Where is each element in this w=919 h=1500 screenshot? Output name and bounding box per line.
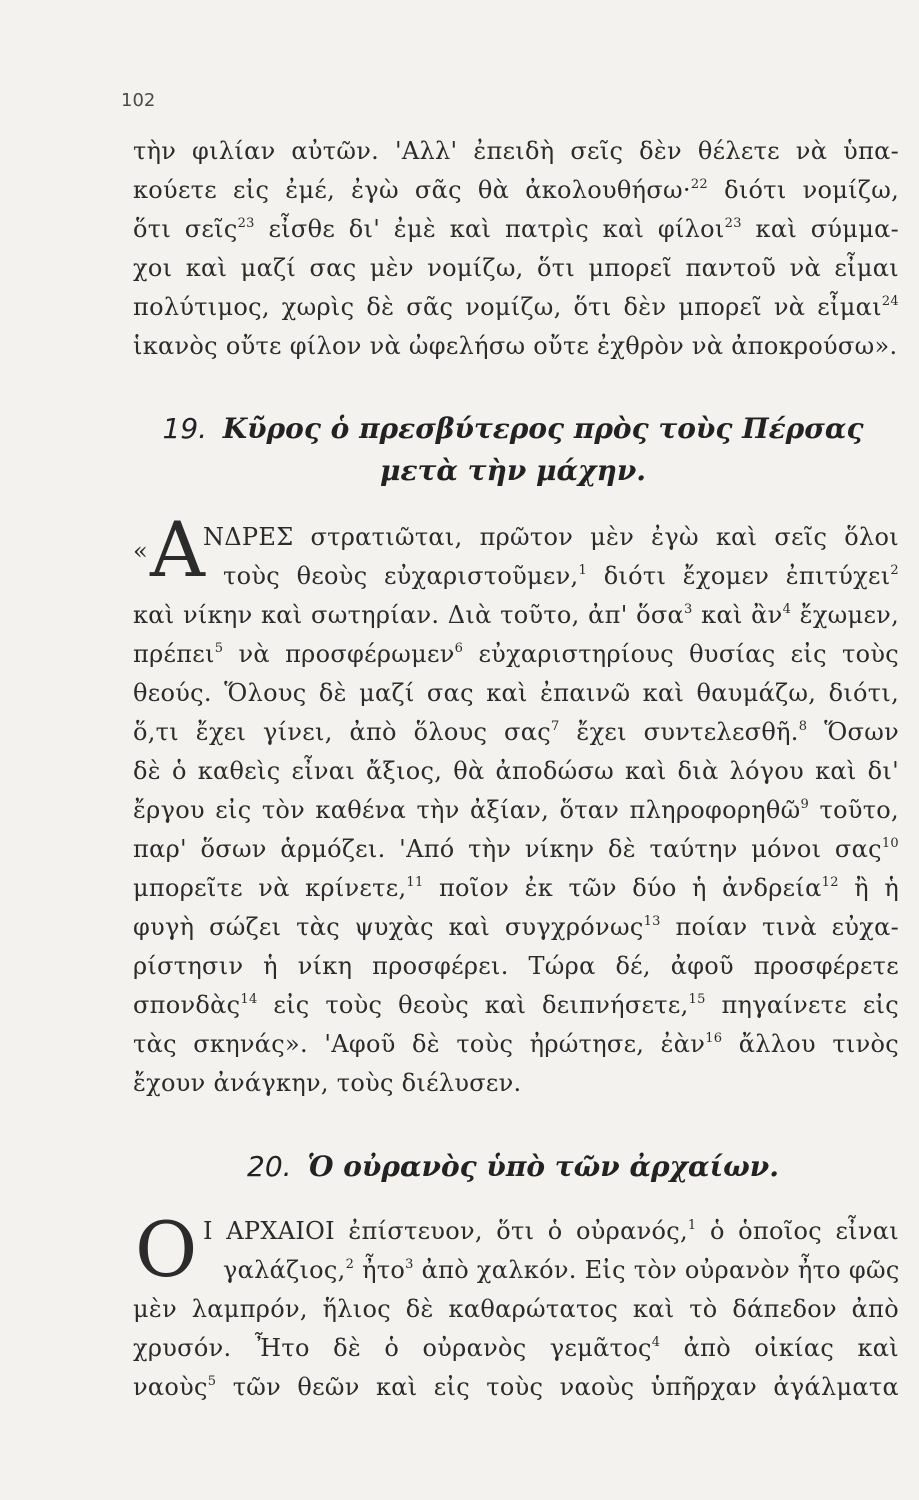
section-20-body — [133, 1205, 900, 1407]
text-line: χοι καὶ μαζί σας μὲν νομίζω, ὅτι μπορεῖ παντοῦ νὰ εἶμαι — [133, 254, 899, 282]
section-19-heading-cont — [133, 450, 893, 492]
drop-cap-letter: Α — [150, 505, 205, 594]
text-line: ρίστησιν ἡ νίκη προσφέρει. Τώρα δέ, ἀφοῦ προσφέρετε — [133, 952, 899, 980]
section-20-heading — [133, 1146, 893, 1188]
section-19-body — [133, 518, 899, 1103]
section-number: 19. — [162, 412, 208, 445]
text-line: τὴν φιλίαν αὐτῶν. 'Αλλ' ἐπειδὴ σεῖς δὲν θέλετε νὰ ὑπα- — [133, 137, 899, 165]
text-line: ναοὺς$^5$ τῶν θεῶν καὶ εἰς τοὺς ναοὺς ὑπῆρχαν ἀγάλματα — [133, 1373, 899, 1401]
text-line: καὶ νίκην καὶ σωτηρίαν. Διὰ τοῦτο, ἀπ' ὅσα$^3$ καὶ ἂν$^4$ ἔχωμεν, — [133, 601, 899, 629]
page-number: 102 — [121, 90, 156, 111]
text-line: πολύτιμος, χωρὶς δὲ σᾶς νομίζω, ὅτι δὲν μπορεῖ νὰ εἶμαι$^{24}$ — [133, 293, 899, 321]
text-line: παρ' ὅσων ἁρμόζει. 'Από τὴν νίκην δὲ ταύτην μόνοι σας$^{10}$ — [133, 835, 899, 863]
text-line: ἱκανὸς οὔτε φίλον νὰ ὠφελήσω οὔτε ἐχθρὸν νὰ ἀποκρούσω». — [133, 332, 898, 360]
text-line: Ι ΑΡΧΑΙΟΙ ἐπίστευον, ὅτι ὁ οὐρανός,$^1$ ὁ ὁποῖος εἶναι — [203, 1217, 899, 1245]
text-line: δὲ ὁ καθεὶς εἶναι ἄξιος, θὰ ἀποδώσω καὶ διὰ λόγου καὶ δι' — [133, 757, 899, 785]
section-number: 20. — [247, 1150, 292, 1183]
text-line: τὰς σκηνάς». 'Αφοῦ δὲ τοὺς ἠρώτησε, ἐὰν$^{16}$ ἄλλου τινὸς — [133, 1030, 899, 1058]
text-line: ὅ,τι ἔχει γίνει, ἀπὸ ὅλους σας$^7$ ἔχει συντελεσθῆ.$^8$ Ὅσων — [133, 718, 900, 746]
text-line: κούετε εἰς ἐμέ, ἐγὼ σᾶς θὰ ἀκολουθήσω·$^{22}$ διότι νομίζω, — [133, 176, 899, 204]
text-line: σπονδὰς$^{14}$ εἰς τοὺς θεοὺς καὶ δειπνήσετε,$^{15}$ πηγαίνετε εἰς — [133, 991, 900, 1019]
text-line: φυγὴ σώζει τὰς ψυχὰς καὶ συγχρόνως$^{13}$ ποίαν τινὰ εὐχα- — [133, 913, 899, 941]
text-line: μὲν λαμπρόν, ἥλιος δὲ καθαρώτατος καὶ τὸ δάπεδον ἀπὸ — [133, 1295, 899, 1323]
section-title-line1: Κῦρος ὁ πρεσβύτερος πρὸς τοὺς Πέρσας — [222, 412, 864, 445]
intro-paragraph — [133, 132, 899, 366]
opening-quote: « — [133, 537, 148, 565]
section-19-heading — [133, 408, 893, 450]
section-title-line2: μετὰ τὴν μάχην. — [379, 454, 646, 487]
text-line: πρέπει$^5$ νὰ προσφέρωμεν$^6$ εὐχαριστηρίους θυσίας εἰς τοὺς — [133, 640, 899, 668]
text-line: τοὺς θεοὺς εὐχαριστοῦμεν,$^1$ διότι ἔχομεν ἐπιτύχει$^2$ — [223, 562, 899, 590]
drop-cap-letter: Ο — [135, 1205, 198, 1294]
text-line: ΝΔΡΕΣ στρατιῶται, πρῶτον μὲν ἐγὼ καὶ σεῖς ὅλοι — [203, 523, 899, 551]
text-line: ἔχουν ἀνάγκην, τοὺς διέλυσεν. — [133, 1069, 522, 1097]
text-line: ὅτι σεῖς$^{23}$ εἶσθε δι' ἐμὲ καὶ πατρὶς καὶ φίλοι$^{23}$ καὶ σύμμα- — [133, 215, 900, 243]
text-line: μπορεῖτε νὰ κρίνετε,$^{11}$ ποῖον ἐκ τῶν δύο ἡ ἀνδρεία$^{12}$ ἢ ἡ — [133, 874, 899, 902]
text-line: γαλάζιος,$^2$ ἦτο$^3$ ἀπὸ χαλκόν. Εἰς τὸν οὐρανὸν ἦτο φῶς — [223, 1256, 900, 1284]
text-line: θεούς. Ὅλους δὲ μαζί σας καὶ ἐπαινῶ καὶ θαυμάζω, διότι, — [133, 679, 899, 707]
section-title: Ὁ οὐρανὸς ὑπὸ τῶν ἀρχαίων. — [307, 1150, 779, 1183]
text-line: χρυσόν. Ἦτο δὲ ὁ οὐρανὸς γεμᾶτος$^4$ ἀπὸ οἰκίας καὶ — [133, 1334, 899, 1362]
text-line: ἔργου εἰς τὸν καθένα τὴν ἀξίαν, ὅταν πληροφορηθῶ$^9$ τοῦτο, — [133, 796, 899, 824]
